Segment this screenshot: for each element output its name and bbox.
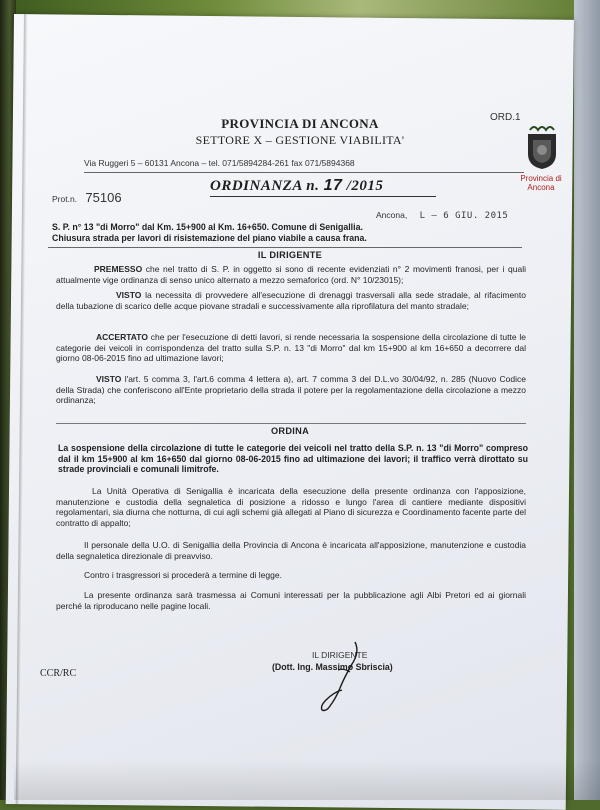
subject-line-1: S. P. n° 13 "di Morro" dal Km. 15+900 al Km. 16+650. Comune di Senigallia. <box>52 222 363 232</box>
background-right <box>574 0 600 800</box>
closing-paragraph-2: Il personale della U.O. di Senigallia della Provincia di Ancona è incaricata all'apposizione, manutenzione e custodia della segnaletica direzionale di preavviso. <box>56 540 526 561</box>
signature-name: (Dott. Ing. Massimo Sbriscia) <box>272 662 393 672</box>
visto1-key: VISTO <box>116 290 142 300</box>
ordinanza-title <box>210 177 383 195</box>
emblem-caption: Provincia di Ancona <box>520 174 562 192</box>
disposition: La sospensione della circolazione di tutte le categorie dei veicoli nel tratto della S.P. n. 13 "di Morro" compreso dal il km 15+900 al km 16+650 dal giorno 08-06-2015 fino ad ultimazione dei lavori; il traffico verrà dirottato su strade provinciali e comunali limitrofe. <box>58 443 528 475</box>
header-divider <box>84 172 524 173</box>
subject-line-2: Chiusura strada per lavori di risistemazione del piano viabile a causa frana. <box>52 232 367 243</box>
date-stamp: L – 6 GIU. 2015 <box>419 211 509 221</box>
premesso-key: PREMESSO <box>94 264 143 274</box>
ordinanza-year: /2015 <box>346 178 384 194</box>
premesso-text: che nel tratto di S. P. in oggetto si sono di recente evidenziati n° 2 movimenti franosi, per i quali attualmente vige ordinanza di senso unico alternato a mezzo semaforico (ord. N° 10/23015); <box>56 264 526 285</box>
ord-label: ORD.1 <box>490 112 521 123</box>
protocol-label: Prot.n. <box>52 194 78 204</box>
visto1-text: la necessita di provvedere all'esecuzione di drenaggi trasversali alla sede stradale, al rifacimento della tubazione di scarico delle acque piovane stradali e successivamente alla riprofilatura del manto stradale; <box>56 290 526 311</box>
closing-paragraph-3: Contro i trasgressori si procederà a termine di legge. <box>84 570 282 580</box>
ordinanza-label: ORDINANZA n. <box>210 178 320 194</box>
protocol-number: 75106 <box>85 190 122 205</box>
handwritten-signature <box>300 640 380 715</box>
plastic-sleeve-edge <box>16 14 28 804</box>
protocol <box>52 190 122 205</box>
ordina-heading: ORDINA <box>270 426 310 436</box>
il-dirigente-heading: IL DIRIGENTE <box>257 250 323 260</box>
place-label: Ancona, <box>376 210 408 220</box>
visto2-text: l'art. 5 comma 3, l'art.6 comma 4 lettera a), art. 7 comma 3 del D.L.vo 30/04/92, n. 285 (Nuovo Codice della Strada) che conferiscono all'Ente proprietario della strada il potere per la regolamentazione della circolazione a mezzo ordinanza; <box>56 374 526 406</box>
signature-title: IL DIRIGENTE <box>312 650 368 660</box>
paper-shadow <box>14 760 600 800</box>
org-name: PROVINCIA DI ANCONA <box>221 116 379 131</box>
accertato-key: ACCERTATO <box>96 332 148 342</box>
accertato-text: che per l'esecuzione di detti lavori, si rende necessaria la sospensione della circolazione di tutte le categorie dei veicoli in corrispondenza del tratto sulla S.P. n. 13 "di Morro" dal km 15+900 al km 16+650 a decorrere dal giorno 08-06-2015 fino ad ultimazione lavori; <box>56 332 526 364</box>
province-emblem-icon <box>522 124 562 170</box>
visto2-key: VISTO <box>96 374 122 384</box>
document-header <box>130 116 470 148</box>
ordina-divider <box>56 423 526 424</box>
subject-divider <box>48 220 522 248</box>
closing-paragraph-1: La Unità Operativa di Senigallia è incaricata della esecuzione della presente ordinanza con l'apposizione, manutenzione e custodia della segnaletica di posizione a ridosso e lungo l'area di cantiere mediante dispositivi regolamentari, sia diurna che notturna, di cui agli schemi già allegati al Piano di sicurezza e Coordinamento facente parte del contratto di appalto; <box>56 486 526 528</box>
ordinanza-underline <box>210 196 436 197</box>
paragraph-visto-1 <box>56 290 526 311</box>
sector-name: SETTORE X – GESTIONE VIABILITA' <box>195 133 405 147</box>
org-address: Via Ruggeri 5 – 60131 Ancona – tel. 071/5894284-261 fax 071/5894368 <box>84 158 355 168</box>
paragraph-accertato <box>56 332 526 364</box>
closing-paragraph-4: La presente ordinanza sarà trasmessa ai Comuni interessati per la pubblicazione agli Albi Pretori ed ai giornali perché la riproducano nelle pagine locali. <box>56 590 526 611</box>
ccr-initials: CCR/RC <box>40 668 77 679</box>
ordinanza-number: 17 <box>323 177 343 194</box>
paragraph-premesso <box>56 264 526 285</box>
paragraph-visto-2 <box>56 374 526 406</box>
